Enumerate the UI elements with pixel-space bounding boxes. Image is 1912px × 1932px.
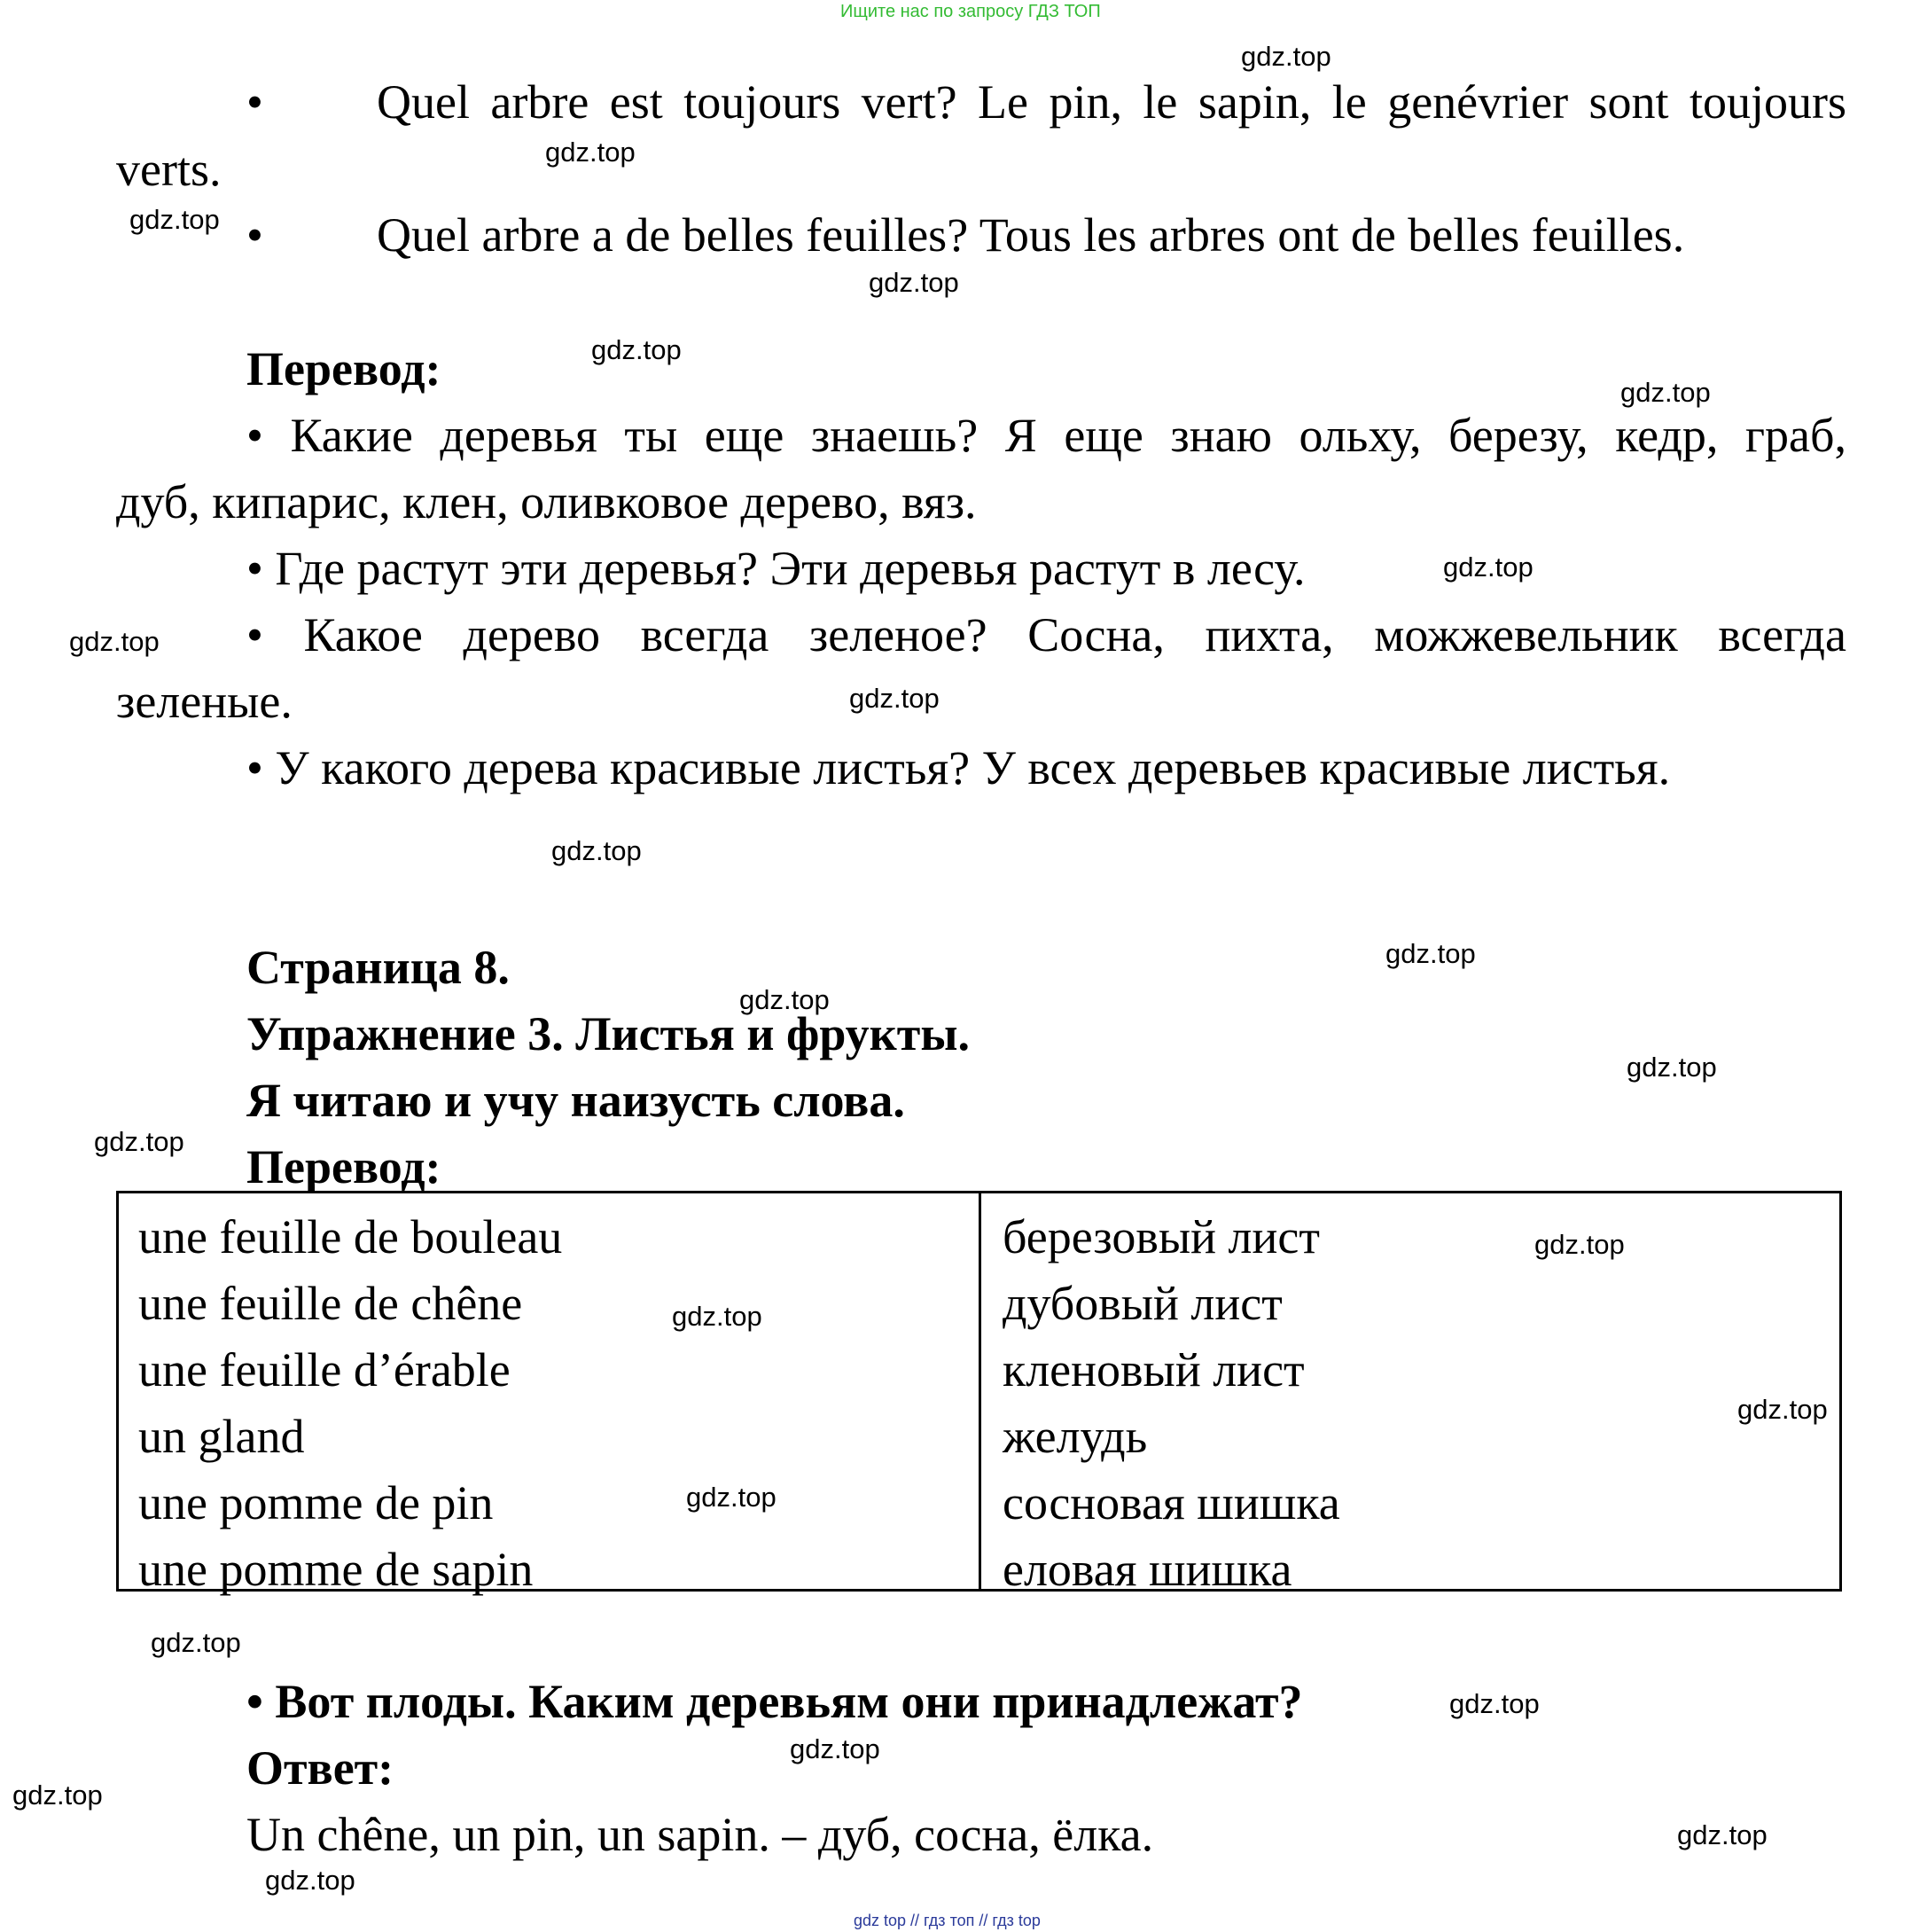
vocab-ru-1: березовый лист [1003, 1210, 1320, 1263]
vocab-fr-1: une feuille de bouleau [138, 1210, 563, 1263]
watermark: gdz.top [94, 1126, 184, 1157]
vocab-ru-6: еловая шишка [1003, 1543, 1292, 1596]
vocab-fr-3: une feuille d’érable [138, 1343, 511, 1396]
vocab-ru-3: кленовый лист [1003, 1343, 1305, 1396]
translation-q3-line2: зеленые. [116, 675, 293, 728]
header-note: Ищите нас по запросу ГДЗ ТОП [840, 2, 1101, 21]
watermark: gdz.top [12, 1779, 103, 1811]
vocab-translation-heading: Перевод: [246, 1140, 441, 1193]
bullet-q4: • [246, 208, 263, 262]
table-divider [979, 1193, 981, 1589]
translation-q3-line1: • Какое дерево всегда зеленое? Сосна, пихта, можжевельник всегда [246, 608, 1846, 661]
page-heading: Страница 8. [246, 941, 510, 994]
watermark: gdz.top [672, 1301, 762, 1332]
watermark: gdz.top [551, 835, 642, 866]
watermark: gdz.top [1534, 1229, 1625, 1260]
translation-q1-line1: • Какие деревья ты еще знаешь? Я еще знаю ольху, березу, кедр, граб, [246, 409, 1846, 462]
watermark: gdz.top [69, 626, 160, 657]
vocab-fr-2: une feuille de chêne [138, 1277, 523, 1330]
translation-q4: • У какого дерева красивые листья? У всех деревьев красивые листья. [246, 741, 1671, 794]
translation-q1-line2: дуб, кипарис, клен, оливковое дерево, вяз. [116, 475, 977, 528]
watermark: gdz.top [1677, 1819, 1768, 1850]
watermark: gdz.top [591, 334, 682, 365]
vocab-ru-4: желудь [1003, 1410, 1148, 1463]
french-q3-line2: verts. [116, 143, 222, 196]
watermark: gdz.top [1385, 938, 1476, 969]
answer-text: Un chêne, un pin, un sapin. – дуб, сосна, ёлка. [246, 1808, 1154, 1861]
watermark: gdz.top [790, 1733, 880, 1764]
watermark: gdz.top [1449, 1688, 1540, 1719]
watermark: gdz.top [151, 1627, 241, 1658]
watermark: gdz.top [129, 204, 220, 235]
vocab-ru-5: сосновая шишка [1003, 1476, 1340, 1529]
translation-q2: • Где растут эти деревья? Эти деревья растут в лесу. [246, 542, 1306, 595]
watermark: gdz.top [1620, 377, 1711, 408]
bullet-q3: • [246, 75, 263, 129]
french-q3-line1: Quel arbre est toujours vert? Le pin, le sapin, le genévrier sont toujours [377, 75, 1846, 129]
task-heading: Я читаю и учу наизусть слова. [246, 1074, 905, 1127]
footer-note: gdz top // гдз топ // гдз top [854, 1912, 1041, 1929]
watermark: gdz.top [1737, 1394, 1828, 1425]
vocab-ru-2: дубовый лист [1003, 1277, 1283, 1330]
watermark: gdz.top [1443, 551, 1534, 583]
watermark: gdz.top [1627, 1052, 1717, 1083]
watermark: gdz.top [545, 137, 636, 168]
watermark: gdz.top [739, 984, 830, 1015]
vocab-fr-6: une pomme de sapin [138, 1543, 534, 1596]
french-q4: Quel arbre a de belles feuilles? Tous les arbres ont de belles feuilles. [377, 208, 1685, 262]
watermark: gdz.top [849, 683, 940, 714]
exercise-heading: Упражнение 3. Листья и фрукты. [246, 1007, 970, 1060]
fruits-question: • Вот плоды. Каким деревьям они принадлежат? [246, 1675, 1303, 1728]
watermark: gdz.top [686, 1482, 777, 1513]
vocab-fr-4: un gland [138, 1410, 305, 1463]
answer-heading: Ответ: [246, 1741, 394, 1795]
translation-heading: Перевод: [246, 342, 441, 395]
vocab-fr-5: une pomme de pin [138, 1476, 494, 1529]
watermark: gdz.top [1241, 41, 1331, 72]
watermark: gdz.top [265, 1865, 355, 1896]
watermark: gdz.top [869, 267, 959, 298]
